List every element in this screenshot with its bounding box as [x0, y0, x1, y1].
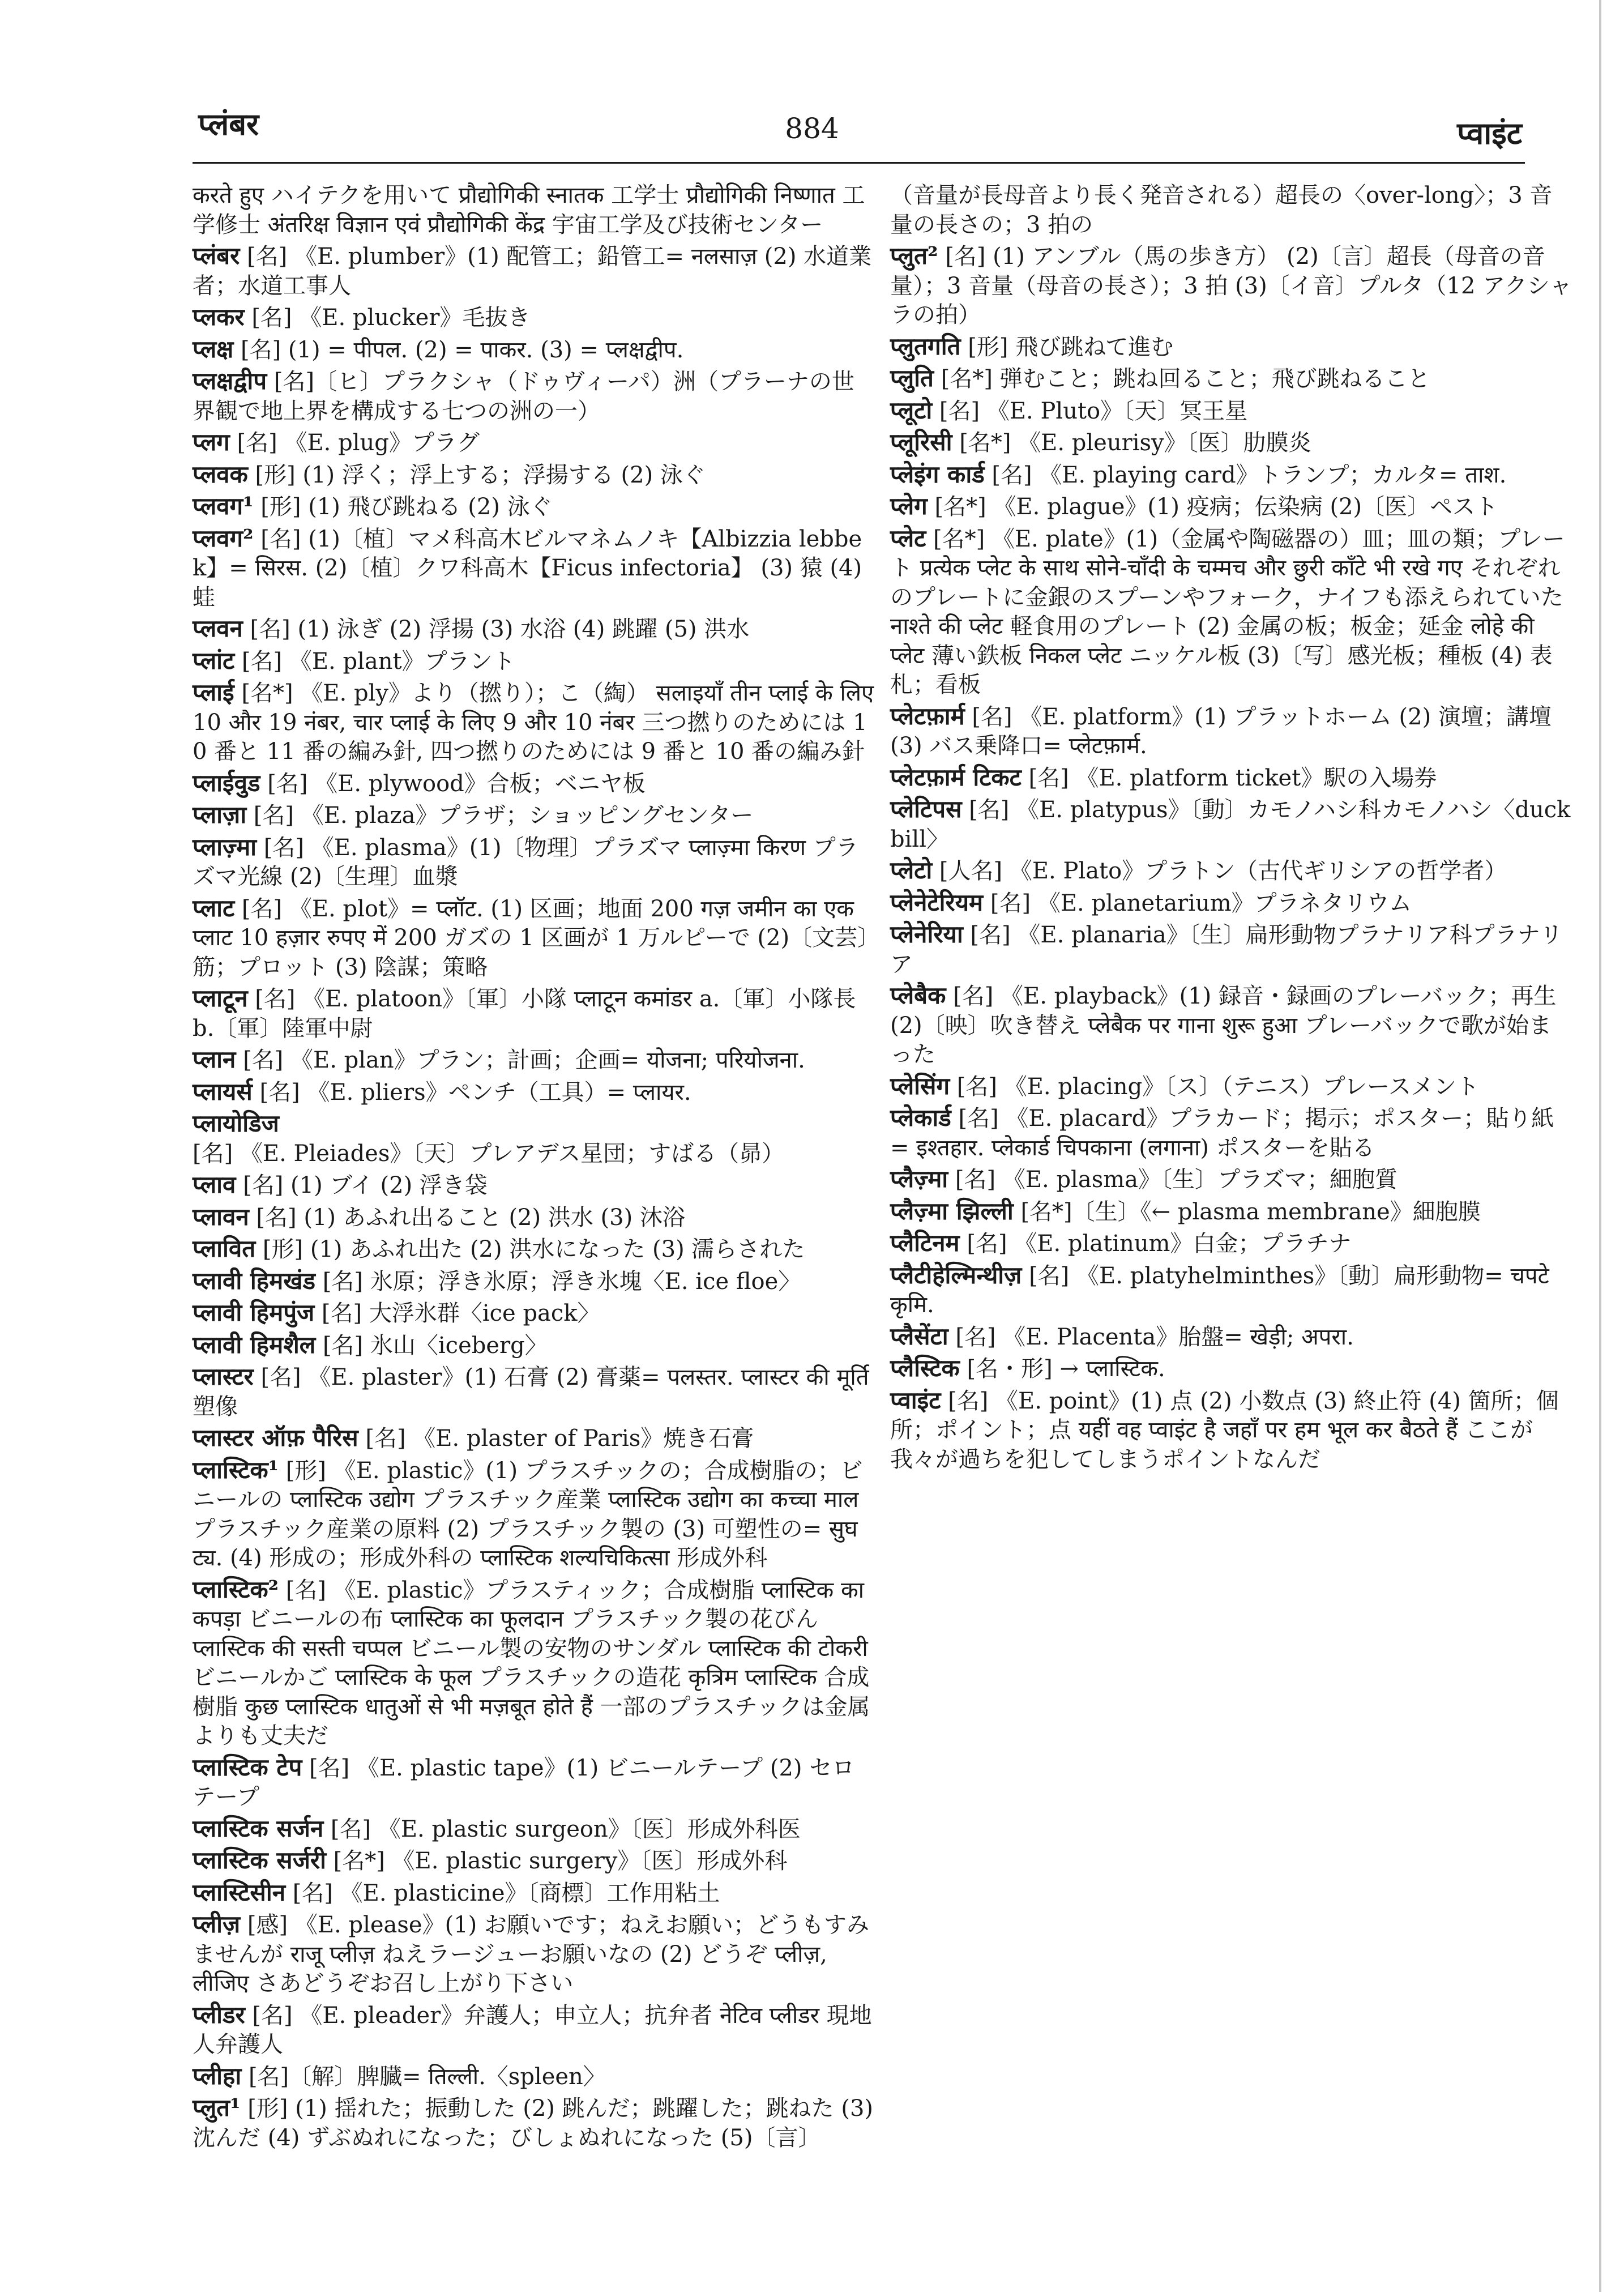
- entry-headword: प्लीज़: [193, 1910, 241, 1938]
- guide-word-left: प्लंबर: [198, 106, 259, 142]
- dictionary-entry: [193, 1298, 875, 1329]
- dictionary-entry: [890, 181, 1572, 240]
- dictionary-entry: [890, 332, 1572, 362]
- entry-definition: [名] 《E. plastic》プラスティック；合成樹脂 प्लास्टिक का कपड़ा ビニールの布 प्लास्टिक का फूलदान プラスチック製の花びん प्लास्टिक की सस्ती चप्पल ビニール製の安物のサンダル प्लास्टिक की टोकरी ビニールかご प्लास्टिक के फूल プラスチックの造花 कृत्रिम प्लास्टिक 合成樹脂 कुछ प्लास्टिक धातुओं से भी मज़बूत होते हैं 一部のプラスチックは金属よりも丈夫だ: [193, 1577, 870, 1749]
- dictionary-entry: [193, 1878, 875, 1909]
- dictionary-entry: [193, 800, 875, 831]
- entry-definition: [名] 大浮氷群〈ice pack〉: [314, 1300, 600, 1326]
- entry-definition: [名] 《E. plastic surgeon》〔医〕形成外科医: [323, 1816, 801, 1842]
- entry-headword: प्लेटिपस: [890, 795, 962, 823]
- entry-headword: प्लावित: [193, 1235, 256, 1262]
- entry-definition: [名] 《E. plumber》(1) 配管工；鉛管工= नलसाज़ (2) 水道業者；水道工事人: [193, 244, 872, 299]
- entry-definition: [名] 《E. plasticine》〔商標〕工作用粘土: [285, 1880, 720, 1906]
- entry-headword: प्लूटो: [890, 396, 933, 424]
- entry-definition: [名] 《E. platyhelminthes》〔動〕扁形動物= चपटे कृमि.: [890, 1262, 1549, 1318]
- dictionary-entry: [193, 833, 875, 892]
- entry-definition: [名] 《E. platinum》白金；プラチナ: [959, 1231, 1352, 1257]
- dictionary-entry: [193, 1575, 875, 1751]
- dictionary-entry: [890, 241, 1572, 330]
- entry-headword: प्लावी हिमपुंज: [193, 1299, 315, 1326]
- entry-headword: प्लंबर: [193, 242, 240, 270]
- dictionary-entry: [193, 2061, 875, 2092]
- dictionary-entry: [890, 763, 1572, 793]
- entry-definition: [名] (1) 泳ぎ (2) 浮揚 (3) 水浴 (4) 跳躍 (5) 洪水: [242, 616, 750, 642]
- entry-headword: प्लावी हिमशैल: [193, 1330, 316, 1359]
- entry-headword: प्लास्टिक सर्जन: [193, 1814, 324, 1842]
- entry-headword: प्लाट: [193, 894, 235, 922]
- entry-headword: प्लास्टिक टेप: [193, 1753, 302, 1781]
- dictionary-entry: [193, 984, 875, 1043]
- dictionary-entry: [193, 460, 875, 490]
- entry-definition: [名] (1) アンブル（馬の歩き方） (2)〔言〕超長（母音の音量）；3 音量（母音の長さ）；3 拍 (3)〔イ音〕プルタ（12 アクシャラの拍）: [890, 244, 1572, 328]
- dictionary-entry: [890, 888, 1572, 919]
- dictionary-entry: [193, 1846, 875, 1876]
- entry-headword: प्लान: [193, 1045, 236, 1073]
- entry-definition: [名] 《E. plant》プラント: [234, 648, 515, 675]
- dictionary-entry: [193, 335, 875, 365]
- entry-headword: प्लास्टिक²: [193, 1575, 279, 1603]
- page-binding-edge: [1599, 0, 1601, 2292]
- entry-definition: [形] (1) 浮く；浮上する；浮揚する (2) 泳ぐ: [247, 462, 706, 488]
- entry-definition: [名*] 《E. plate》(1)（金属や陶磁器の）皿；皿の類；プレート प्रत्येक प्लेट के साथ सोने-चाँदी के चम्मच और छुरी काँटे भी रखे गए それぞれのプレートに金銀のスプーンやフォーク，ナイフも添えられていた नाश्ते की प्लेट 軽食用のプレート (2) 金属の板；板金；延金 लोहे की प्लेट 薄い鉄板 निकल प्लेट ニッケル板 (3)〔写〕感光板；種板 (4) 表札；看板: [890, 526, 1565, 698]
- dictionary-entry: [890, 364, 1572, 394]
- dictionary-entry: [890, 1164, 1572, 1195]
- entry-definition: [名] 《E. platoon》〔軍〕小隊 प्लाटून कमांडर a.〔軍〕小隊長 b.〔軍〕陸軍中尉: [193, 986, 856, 1042]
- entry-definition: [名]〔解〕脾臓= तिल्ली.〈spleen〉: [241, 2063, 606, 2090]
- dictionary-entry: [193, 1109, 875, 1168]
- dictionary-entry: [193, 181, 875, 240]
- entry-headword: प्लैटिनम: [890, 1229, 960, 1257]
- page-number: 884: [785, 112, 839, 145]
- entry-definition: [名] 《E. plaza》プラザ；ショッピングセンター: [246, 803, 754, 829]
- dictionary-entry: [193, 1456, 875, 1573]
- entry-headword: प्लवग²: [193, 524, 254, 552]
- dictionary-entry: [193, 241, 875, 301]
- dictionary-entry: [890, 1261, 1572, 1320]
- page-header: [0, 0, 1624, 181]
- dictionary-entry: [193, 1077, 875, 1108]
- entry-headword: प्लैज़्मा: [890, 1165, 948, 1193]
- entry-headword: प्लावन: [193, 1202, 249, 1231]
- dictionary-entry: [890, 460, 1572, 490]
- entry-definition: [名] 《E. plaster》(1) 石膏 (2) 膏薬= पलस्तर. प्लास्टर की मूर्ति 塑像: [193, 1364, 869, 1420]
- entry-headword: प्लग: [193, 428, 230, 456]
- entry-definition: [名] 《E. plucker》毛抜き: [244, 305, 531, 331]
- dictionary-entry: [193, 894, 875, 983]
- dictionary-entry: [890, 428, 1572, 458]
- entry-definition: [名] 《E. pliers》ペンチ（工具）= प्लायर.: [252, 1079, 691, 1106]
- header-rule: [193, 162, 1525, 164]
- entry-definition: [名*] 弾むこと；跳ね回ること；飛び跳ねること: [934, 366, 1430, 392]
- entry-definition: [名] 《E. Pluto》〔天〕冥王星: [932, 398, 1248, 424]
- dictionary-entry: [193, 524, 875, 613]
- entry-headword: प्लाज़्मा: [193, 833, 257, 861]
- dictionary-entry: [890, 524, 1572, 700]
- entry-definition: [人名] 《E. Plato》プラトン（古代ギリシアの哲学者）: [932, 858, 1507, 884]
- dictionary-entry: [193, 428, 875, 458]
- entry-definition: [名] 《E. plaster of Paris》焼き石膏: [358, 1425, 754, 1452]
- entry-headword: प्लाव: [193, 1171, 236, 1198]
- entry-definition: [名・形] → प्लास्टिक.: [959, 1356, 1165, 1382]
- entry-definition: [名] 《E. placard》プラカード；掲示；ポスター；貼り紙= इश्तहार. प्लेकार्ड चिपकाना (लगाना) ポスターを貼る: [890, 1106, 1554, 1161]
- entry-headword: प्लाज़ा: [193, 801, 247, 829]
- entry-headword: प्लास्टिक¹: [193, 1456, 279, 1484]
- entry-headword: प्लायोडिज: [193, 1109, 279, 1137]
- dictionary-entry: [890, 795, 1572, 854]
- dictionary-entry: [890, 702, 1572, 761]
- entry-headword: प्लवग¹: [193, 492, 254, 520]
- dictionary-entry: [193, 1045, 875, 1075]
- entry-definition: [形] 飛び跳ねて進む: [960, 334, 1174, 360]
- entry-headword: प्लेनेरिया: [890, 920, 963, 948]
- entry-definition: [名] 《E. point》(1) 点 (2) 小数点 (3) 終止符 (4) 箇所；個所；ポイント；点 यहीं वह प्वाइंट है जहाँ पर हम भूल कर बैठते हैं ここが我々が過ちを犯してしまうポイントなんだ: [890, 1388, 1559, 1472]
- entry-headword: प्लावी हिमखंड: [193, 1266, 316, 1295]
- entry-definition: [名] (1) あふれ出ること (2) 洪水 (3) 沐浴: [249, 1204, 685, 1231]
- entry-headword: प्लवक: [193, 460, 248, 488]
- entry-definition: [名] 《E. Pleiades》〔天〕プレアデス星団；すばる（昴）: [193, 1140, 785, 1167]
- entry-headword: प्लुतगति: [890, 332, 961, 360]
- dictionary-entry: [193, 2000, 875, 2060]
- entry-headword: प्लेटफ़ार्म टिकट: [890, 763, 1022, 791]
- dictionary-entry: [193, 1266, 875, 1297]
- dictionary-entry: [193, 769, 875, 799]
- entry-definition: [名] (1)〔植〕マメ科高木ビルマネムノキ【Albizzia lebbek】= सिरस. (2)〔植〕クワ科高木【Ficus infectoria】 (3) 猿 (4) 蛙: [193, 526, 862, 611]
- entry-headword: प्लेइंग कार्ड: [890, 460, 985, 488]
- entry-definition: [名*] 《E. plague》(1) 疫病；伝染病 (2)〔医〕ペスト: [927, 494, 1498, 520]
- entry-definition: [名*] 《E. pleurisy》〔医〕肋膜炎: [952, 430, 1311, 456]
- entry-headword: प्लुत¹: [193, 2094, 241, 2122]
- entry-definition: [名] 《E. Placenta》胎盤= खेड़ी; अपरा.: [948, 1324, 1354, 1350]
- entry-headword: प्लक्ष: [193, 335, 234, 363]
- entry-headword: प्लक्षद्वीप: [193, 367, 267, 395]
- right-column: [890, 181, 1572, 1476]
- entry-headword: प्लास्टिसीन: [193, 1878, 286, 1906]
- entry-definition: [名] 《E. platform ticket》駅の入場券: [1021, 765, 1437, 791]
- entry-headword: प्लीहा: [193, 2061, 242, 2090]
- entry-headword: प्लास्टर: [193, 1363, 254, 1390]
- entry-headword: प्लायर्स: [193, 1077, 253, 1106]
- entry-headword: प्लाटून: [193, 984, 248, 1012]
- entry-definition: [名] (1) ブイ (2) 浮き袋: [236, 1172, 488, 1198]
- dictionary-entry: [193, 366, 875, 426]
- dictionary-entry: [193, 1202, 875, 1233]
- dictionary-entry: [193, 1170, 875, 1201]
- entry-headword: प्लैटीहेल्मिन्थीज़: [890, 1261, 1022, 1289]
- dictionary-entry: [890, 1354, 1572, 1384]
- dictionary-entry: [193, 1910, 875, 1999]
- entry-definition: [形] (1) あふれ出た (2) 洪水になった (3) 濡らされた: [255, 1236, 805, 1262]
- entry-headword: प्लीडर: [193, 2000, 245, 2029]
- dictionary-entry: [890, 1386, 1572, 1475]
- entry-definition: [名] 《E. plug》プラグ: [229, 430, 480, 456]
- entry-definition: [名] 《E. plastic tape》(1) ビニールテープ (2) セロテープ: [193, 1755, 855, 1810]
- entry-headword: प्लांट: [193, 646, 235, 675]
- dictionary-entry: [193, 302, 875, 333]
- entry-definition: [形] (1) 揺れた；振動した (2) 跳んだ；跳躍した；跳ねた (3) 沈んだ (4) ずぶぬれになった；びしょぬれになった (5)〔言〕: [193, 2095, 873, 2151]
- dictionary-entry: [193, 1362, 875, 1422]
- entry-headword: प्लेकार्ड: [890, 1104, 951, 1132]
- entry-headword: प्लेनेटेरियम: [890, 888, 984, 916]
- entry-headword: प्लेसिंग: [890, 1072, 950, 1100]
- entry-headword: प्लेग: [890, 492, 928, 520]
- entry-definition: [名] 《E. pleader》弁護人；申立人；抗弁者 नेटिव प्लीडर 現地人弁護人: [193, 2002, 872, 2058]
- entry-definition: [名] 《E. plasma》(1)〔物理〕プラズマ प्लाज़्मा किरण プラズマ光線 (2)〔生理〕血漿: [193, 834, 858, 890]
- entry-definition: [名] 《E. placing》〔ス〕（テニス）プレースメント: [950, 1073, 1479, 1100]
- dictionary-entry: [193, 1814, 875, 1845]
- dictionary-entry: [193, 1423, 875, 1454]
- entry-definition: [名] 《E. plasma》〔生〕プラズマ；細胞質: [948, 1167, 1398, 1193]
- entry-headword: प्लूरिसी: [890, 428, 952, 456]
- entry-definition: [名] 氷原；浮き氷原；浮き氷塊〈E. ice floe〉: [315, 1268, 801, 1295]
- entry-headword: प्वाइंट: [890, 1386, 941, 1414]
- entry-definition: करते हुए ハイテクを用いて प्रौद्योगिकी स्नातक 工学士 प्रौद्योगिकी निष्णात 工学修士 अंतरिक्ष विज्ञान एवं प्रौद्योगिकी केंद्र 宇宙工学及び技術センター: [193, 182, 865, 238]
- entry-definition: [名] 《E. plan》プラン；計画；企画= योजना; परियोजना.: [236, 1047, 805, 1073]
- dictionary-entry: [890, 856, 1572, 886]
- entry-headword: प्लैज़्मा झिल्ली: [890, 1197, 1014, 1225]
- dictionary-entry: [890, 1228, 1572, 1259]
- entry-definition: [名*] 《E. plastic surgery》〔医〕形成外科: [326, 1848, 788, 1874]
- entry-definition: [感] 《E. please》(1) お願いです；ねえお願い；どうもすみませんが राजू प्लीज़ ねえラージューお願いなの (2) どうぞ प्लीज़, लीजिए さあどうぞお召し上がり下さい: [193, 1912, 869, 1996]
- dictionary-entry: [193, 1753, 875, 1812]
- entry-headword: प्लेट: [890, 524, 926, 552]
- entry-definition: [名] (1) = पीपल. (2) = पाकर. (3) = प्लक्षद्वीप.: [233, 336, 684, 363]
- entry-headword: प्लेटफ़ार्म: [890, 702, 965, 730]
- entry-definition: [名] 《E. planaria》〔生〕扁形動物プラナリア科プラナリア: [890, 922, 1563, 978]
- entry-definition: [名*]〔生〕《← plasma membrane》細胞膜: [1013, 1198, 1481, 1225]
- entry-definition: [名] 《E. playback》(1) 録音・録画のプレーバック；再生 (2)〔映〕吹き替え प्लेबैक पर गाना शुरू हुआ プレーバックで歌が始まった: [890, 983, 1557, 1068]
- entry-definition: [名] 《E. plot》= प्लॉट. (1) 区画；地面 200 गज़ जमीन का एक प्लाट 10 हज़ार रुपए में 200 ガズの 1 区画が 1 万ルピーで (2)〔文芸〕筋；プロット (3) 陰謀；策略: [193, 895, 869, 980]
- entry-definition: [名]〔ヒ〕プラクシャ（ドゥヴィーパ）洲（プラーナの世界観で地上界を構成する七つの洲の一）: [193, 369, 854, 424]
- entry-definition: [名] 《E. platform》(1) プラットホーム (2) 演壇；講壇 (3) バス乗降口= प्लेटफ़ार्म.: [890, 703, 1552, 759]
- entry-definition: [名] 《E. plywood》合板；ベニヤ板: [260, 770, 646, 797]
- dictionary-entry: [890, 492, 1572, 522]
- dictionary-entry: [193, 678, 875, 767]
- dictionary-entry: [193, 614, 875, 645]
- entry-definition: [名] 氷山〈iceberg〉: [315, 1332, 548, 1359]
- entry-headword: प्लैसेंटा: [890, 1322, 948, 1350]
- entry-headword: प्लेटो: [890, 856, 933, 884]
- dictionary-entry: [193, 1234, 875, 1265]
- entry-headword: प्लुति: [890, 364, 934, 392]
- entry-headword: प्लवन: [193, 614, 243, 642]
- entry-definition: （音量が長母音より長く発音される）超長の〈over-long〉；3 音量の長さの；3 拍の: [890, 182, 1553, 238]
- dictionary-entry: [890, 981, 1572, 1070]
- entry-headword: प्लाई: [193, 678, 234, 706]
- dictionary-entry: [890, 396, 1572, 426]
- dictionary-entry: [193, 492, 875, 522]
- entry-headword: प्लेबैक: [890, 981, 946, 1009]
- entry-definition: [名] 《E. playing card》トランプ；カルタ= ताश.: [984, 462, 1507, 488]
- entry-headword: प्लकर: [193, 303, 245, 331]
- dictionary-entry: [890, 920, 1572, 979]
- entry-definition: [形] (1) 飛び跳ねる (2) 泳ぐ: [253, 494, 553, 520]
- dictionary-entry: [890, 1322, 1572, 1352]
- entry-definition: [形] 《E. plastic》(1) プラスチックの；合成樹脂の；ビニールの प्लास्टिक उद्योग プラスチック産業 प्लास्टिक उद्योग का कच्चा माल プラスチック産業の原料 (2) プラスチック製の (3) 可塑性の= सुघट्य. (4) 形成の；形成外科の प्लास्टिक शल्यचिकित्सा 形成外科: [193, 1457, 863, 1571]
- dictionary-entry: [890, 1197, 1572, 1227]
- dictionary-entry: [193, 1330, 875, 1361]
- dictionary-entry: [193, 2093, 875, 2153]
- entry-headword: प्लास्टर ऑफ़ पैरिस: [193, 1424, 358, 1452]
- entry-definition: [名] 《E. planetarium》プラネタリウム: [983, 890, 1412, 916]
- entry-headword: प्लास्टिक सर्जरी: [193, 1846, 326, 1874]
- dictionary-entry: [890, 1103, 1572, 1163]
- left-column: [193, 181, 875, 2154]
- guide-word-right: प्वाइंट: [1457, 115, 1522, 151]
- dictionary-entry: [193, 646, 875, 677]
- entry-headword: प्लैस्टिक: [890, 1354, 960, 1382]
- entry-definition: [名*] 《E. ply》より（撚り）；こ（綯） सलाइयाँ तीन प्लाई के लिए 10 और 19 नंबर, चार प्लाई के लिए 9 और 10 नंबर 三つ撚りのためには 10 番と 11 番の編み針, 四つ撚りのためには 9 番と 10 番の編み針: [193, 680, 874, 765]
- dictionary-entry: [890, 1072, 1572, 1102]
- entry-headword: प्लुत²: [890, 242, 938, 270]
- entry-headword: प्लाईवुड: [193, 769, 260, 797]
- entry-definition: [名] 《E. platypus》〔動〕カモノハシ科カモノハシ〈duckbill〉: [890, 797, 1571, 852]
